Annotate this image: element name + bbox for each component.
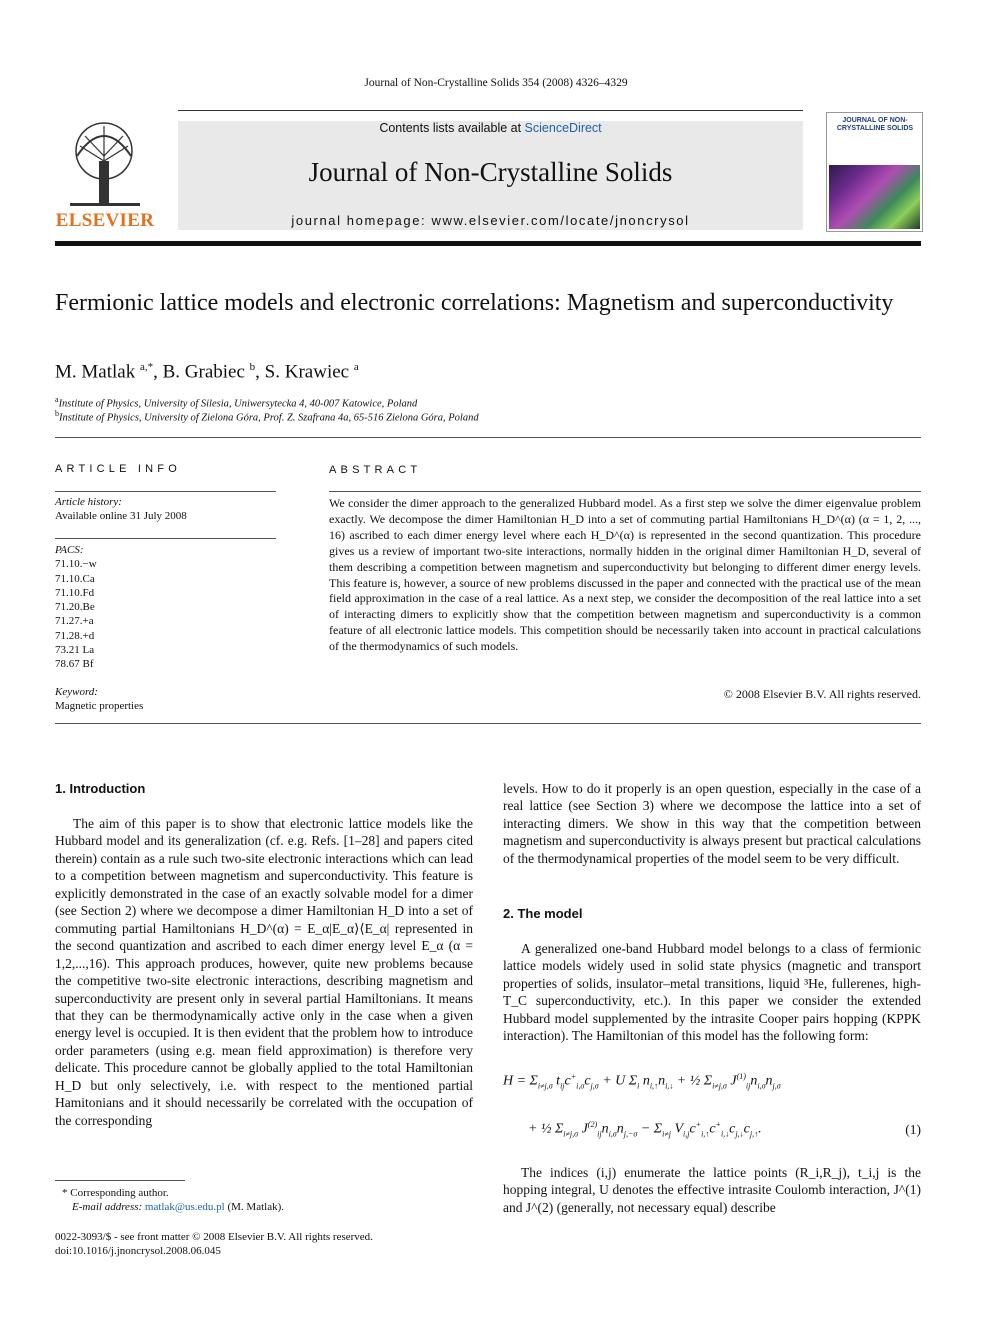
article-history: Article history: Available online 31 July 2008 — [55, 496, 187, 523]
cover-image — [829, 165, 920, 229]
equation-number: (1) — [905, 1122, 921, 1137]
pacs-code: 71.10.Ca — [55, 572, 95, 585]
author-sup[interactable]: b — [249, 361, 256, 373]
abstract-copyright: © 2008 Elsevier B.V. All rights reserved. — [723, 687, 921, 701]
header-thick-rule — [55, 241, 921, 246]
author-sup[interactable]: a — [353, 361, 359, 373]
footnote-rule — [55, 1180, 185, 1181]
email-link[interactable]: matlak@us.edu.pl — [144, 1201, 225, 1213]
affiliation: $^b$Institute of Physics, University of Zielona Góra, Prof. Z. Szafrana 4a, 65-516 Zielona Góra, Poland — [55, 409, 479, 424]
journal-banner — [178, 121, 803, 230]
article-title: Fermionic lattice models and electronic correlations: Magnetism and superconductivity — [55, 290, 894, 316]
introduction-continued: levels. How to do it properly is an open question, especially in the case of a real lattice (see Section 3) where we decompose the lattice into a set of interacting dimers. We show in this way that the competition between magnetism and superconductivity is always present but practical calculations of the thermodynamical properties of the model seem to be very difficult. — [503, 781, 921, 866]
sciencedirect-link[interactable]: ScienceDirect — [524, 121, 602, 135]
model-paragraph-after-equation: The indices (i,j) enumerate the lattice points (R_i,R_j), t_i,j is the hopping integral, U denotes the effective intrasite Coulomb interaction, J^(1) and J^(2) (generally, not necessary equal) describe — [503, 1165, 921, 1215]
article-info-heading: ARTICLE INFO — [55, 463, 181, 475]
divider — [55, 538, 276, 539]
email-note: E-mail address: matlak@us.edu.pl (M. Matlak). — [72, 1201, 284, 1213]
divider — [55, 437, 921, 438]
journal-homepage[interactable]: journal homepage: www.elsevier.com/locate/jnoncrysol — [291, 213, 690, 228]
divider — [55, 723, 921, 724]
cover-title: JOURNAL OF NON-CRYSTALLINE SOLIDS — [836, 117, 914, 132]
abstract-heading: ABSTRACT — [329, 464, 422, 476]
affiliation: $^a$Institute of Physics, University of Silesia, Uniwersytecka 4, 40-007 Katowice, Poland — [55, 395, 418, 410]
corresponding-author-note: * Corresponding author. — [62, 1187, 169, 1199]
journal-cover — [826, 112, 923, 232]
elsevier-wordmark: ELSEVIER — [55, 210, 155, 231]
pacs-code: 71.27.+a — [55, 615, 94, 628]
keywords: Keyword: Magnetic properties — [55, 686, 144, 713]
pacs-code: 71.20.Be — [55, 601, 95, 614]
author-name: S. Krawiec — [264, 361, 350, 383]
pacs-code: 78.67 Bf — [55, 658, 94, 671]
section-heading-introduction: 1. Introduction — [55, 781, 146, 796]
section-heading-model: 2. The model — [503, 906, 583, 921]
divider — [55, 491, 276, 492]
issn-line: 0022-3093/$ - see front matter © 2008 Elsevier B.V. All rights reserved. — [55, 1231, 373, 1243]
doi-line[interactable]: doi:10.1016/j.jnoncrysol.2008.06.045 — [55, 1245, 221, 1257]
hamiltonian-equation-line-1: $H = \Sigma_{i\ne j,\sigma}$ $t_{ij}c^+_{i,\sigma}c_{j,\sigma} + U$ $\Sigma_i$ $n_{i,↑}n_{i,↓}$ + ½ $\Sigma_{i\ne j,\sigma}$ $J^{(1)}_{ij}n_{i,\sigma}n_{j,\sigma}$ — [503, 1072, 781, 1091]
author-name: B. Grabiec — [162, 361, 245, 383]
pacs-list: PACS: 71.10.−w 71.10.Ca 71.10.Fd 71.20.Be 71.27.+a 71.28.+d 73.21 La 78.67 Bf — [55, 543, 276, 672]
journal-citation: Journal of Non-Crystalline Solids 354 (2008) 4326–4329 — [364, 77, 628, 89]
divider — [329, 491, 921, 492]
pacs-code: 71.28.+d — [55, 629, 95, 642]
introduction-paragraph: The aim of this paper is to show that electronic lattice models like the Hubbard model and its generalization (cf. e.g. Refs. [1–28] and papers cited therein) contain as a rule such two-site electronic interactions which can lead to a competition between magnetism and superconductivity. This feature is explicitly demonstrated in the case of an exactly solvable model for a dimer (see Section 2) where we decompose a dimer Hamiltonian H_D into a set of commuting partial Hamiltonians H_D^(α) = E_α|E_α⟩⟨E_α| represented in the second quantization and ascribed to each dimer energy level E_α (α = 1,2,...,16). This approach produces, however, quite new problems because the competitive two-site electronic interactions, describing magnetism and superconductivity are present only in several partial Hamiltonians. It means that they can be thermodynamically active only in the case when a given energy level is occupied. It is then evident that the problem how to introduce order parameters (using e.g. mean field approximation) is therefore very delicate. This procedure cannot be globally applied to the total Hamiltonian H_D but only selectively, i.e. with respect to the mentioned partial Hamitonians and it should necessarily be correlated with the occupation of the corresponding — [55, 816, 473, 1128]
hamiltonian-equation-line-2: + ½ $\Sigma_{i\ne j,\sigma}$ $J^{(2)}_{ij}n_{i,\sigma}n_{j,-\sigma} - \Sigma_{i\ne j}$ $V_{i,j}c^+_{i,↑}c^+_{i,↓}c_{j,↓}c_{j,↑}$. — [528, 1120, 762, 1139]
abstract-text: We consider the dimer approach to the generalized Hubbard model. As a first step we solve the dimer eigenvalue problem exactly. We decompose the dimer Hamiltonian H_D into a set of commuting partial Hamiltonians H_D^(α) (α = 1, 2, ..., 16) ascribed to each dimer energy level where each H_D^(α) is represented in the second quantization. This procedure gives us a review of important two-site interactions, normally hidden in the original dimer Hamiltonian H_D, several of them describing a competition between magnetism and superconductivity but belonging to different dimer energy levels. This feature is, however, a source of new problems discussed in the paper and connected with the practical use of the mean field approximation in the case of a real lattice. As a next step, we consider the decomposition of the real lattice into a set of interacting dimers to explicitly show that the competition between magnetism and superconductivity is a common feature of all electronic lattice models. This competition should be necessarily taken into account in practical calculations of the thermodynamics of such models. — [329, 496, 921, 654]
pacs-code: 71.10.Fd — [55, 586, 95, 599]
contents-line: Contents lists available at ScienceDirect — [379, 121, 602, 135]
journal-title: Journal of Non-Crystalline Solids — [308, 157, 673, 187]
header-rule — [178, 110, 803, 111]
pacs-code: 71.10.−w — [55, 558, 97, 571]
model-paragraph: A generalized one-band Hubbard model belongs to a class of fermionic lattice models widely used in solid state physics (magnetic and transport properties of solids, insulator–metal transitions, liquid ³He, fullerenes, high-T_C superconductivity, etc.). In this paper we consider the extended Hubbard model supplemented by the intrasite Cooper pairs hopping (KPPK interaction). The Hamiltonian of this model has the following form: — [503, 941, 921, 1044]
pacs-code: 73.21 La — [55, 644, 95, 657]
author-sup[interactable]: a,* — [139, 361, 154, 373]
author-name: M. Matlak — [55, 361, 136, 383]
author-list: M. Matlak $^{a,*}$, B. Grabiec $^b$, S. Krawiec $^a$ — [55, 361, 359, 383]
